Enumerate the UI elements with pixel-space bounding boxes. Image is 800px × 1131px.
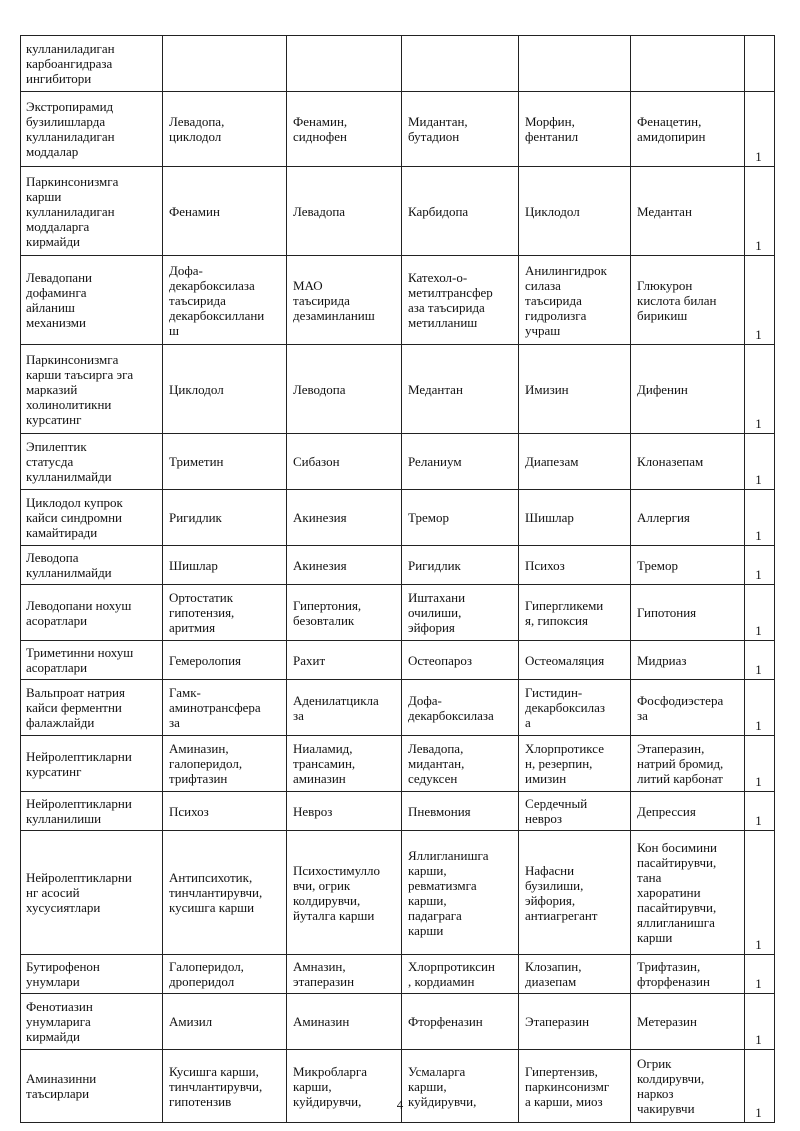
question-cell: Нейролептикларни нг асосий хусусиятлари: [21, 831, 163, 955]
option-a-cell: Триметин: [163, 434, 287, 490]
question-cell: Нейролептикларни кулланилиши: [21, 792, 163, 831]
option-b-cell: Аминазин: [287, 994, 402, 1050]
option-d-cell: Нафасни бузилиши, эйфория, антиагрегант: [519, 831, 631, 955]
table-row: [21, 955, 775, 994]
option-d-cell: Остеомаляция: [519, 641, 631, 680]
option-b-cell: Сибазон: [287, 434, 402, 490]
option-c-cell: Карбидопа: [402, 167, 519, 256]
table-row: [21, 831, 775, 955]
option-e-cell: [631, 36, 745, 92]
table-row: [21, 792, 775, 831]
option-a-cell: [163, 36, 287, 92]
option-a-cell: Гамк- аминотрансфера за: [163, 680, 287, 736]
table-row: [21, 994, 775, 1050]
option-a-cell: Левадопа, циклодол: [163, 92, 287, 167]
table-row: [21, 92, 775, 167]
option-e-cell: Тремор: [631, 546, 745, 585]
score-cell: 1: [745, 546, 775, 585]
option-b-cell: Невроз: [287, 792, 402, 831]
option-e-cell: Депрессия: [631, 792, 745, 831]
option-e-cell: Дифенин: [631, 345, 745, 434]
option-c-cell: Дофа- декарбоксилаза: [402, 680, 519, 736]
question-cell: Левадопани дофаминга айланиш механизми: [21, 256, 163, 345]
score-cell: 1: [745, 831, 775, 955]
option-d-cell: Этаперазин: [519, 994, 631, 1050]
option-b-cell: Леводопа: [287, 345, 402, 434]
option-e-cell: Метеразин: [631, 994, 745, 1050]
question-cell: Вальпроат натрия кайси ферментни фалажлайди: [21, 680, 163, 736]
score-cell: 1: [745, 167, 775, 256]
option-e-cell: Клоназепам: [631, 434, 745, 490]
table-row: [21, 345, 775, 434]
option-d-cell: Хлорпротиксе н, резерпин, имизин: [519, 736, 631, 792]
table-row: [21, 256, 775, 345]
option-e-cell: Кон босимини пасайтирувчи, тана хароратини пасайтирувчи, яллигланишга карши: [631, 831, 745, 955]
table-row: [21, 490, 775, 546]
table-row: [21, 585, 775, 641]
option-a-cell: Антипсихотик, тинчлантирувчи, кусишга карши: [163, 831, 287, 955]
option-b-cell: Фенамин, сиднофен: [287, 92, 402, 167]
question-cell: Леводопа кулланилмайди: [21, 546, 163, 585]
score-cell: 1: [745, 1050, 775, 1123]
option-b-cell: Левадопа: [287, 167, 402, 256]
option-b-cell: Гипертония, безовталик: [287, 585, 402, 641]
option-c-cell: Левадопа, мидантан, седуксен: [402, 736, 519, 792]
question-cell: Циклодол купрок кайси синдромни камайтиради: [21, 490, 163, 546]
option-a-cell: Дофа- декарбоксилаза таъсирида декарбоксиллани ш: [163, 256, 287, 345]
option-e-cell: Трифтазин, фторфеназин: [631, 955, 745, 994]
option-d-cell: Гипертензив, паркинсонизмг а карши, миоз: [519, 1050, 631, 1123]
option-d-cell: Гипергликеми я, гипоксия: [519, 585, 631, 641]
option-d-cell: Циклодол: [519, 167, 631, 256]
option-b-cell: [287, 36, 402, 92]
score-cell: 1: [745, 434, 775, 490]
option-e-cell: Медантан: [631, 167, 745, 256]
option-c-cell: Реланиум: [402, 434, 519, 490]
score-cell: 1: [745, 994, 775, 1050]
score-cell: 1: [745, 490, 775, 546]
score-cell: 1: [745, 345, 775, 434]
option-d-cell: [519, 36, 631, 92]
option-a-cell: Циклодол: [163, 345, 287, 434]
score-cell: 1: [745, 955, 775, 994]
option-b-cell: Рахит: [287, 641, 402, 680]
option-d-cell: Сердечный невроз: [519, 792, 631, 831]
option-b-cell: Акинезия: [287, 546, 402, 585]
option-c-cell: Яллигланишга карши, ревматизмга карши, падаграга карши: [402, 831, 519, 955]
table-row: [21, 546, 775, 585]
score-cell: 1: [745, 680, 775, 736]
option-c-cell: Медантан: [402, 345, 519, 434]
option-c-cell: Мидантан, бутадион: [402, 92, 519, 167]
question-cell: Паркинсонизмга карши таъсирга эга марказий холинолитикни курсатинг: [21, 345, 163, 434]
option-c-cell: Фторфеназин: [402, 994, 519, 1050]
option-d-cell: Психоз: [519, 546, 631, 585]
option-a-cell: Гемеролопия: [163, 641, 287, 680]
question-cell: Фенотиазин унумларига кирмайди: [21, 994, 163, 1050]
option-c-cell: Ригидлик: [402, 546, 519, 585]
option-a-cell: Ригидлик: [163, 490, 287, 546]
option-a-cell: Амизил: [163, 994, 287, 1050]
option-d-cell: Диапезам: [519, 434, 631, 490]
option-b-cell: Амназин, этаперазин: [287, 955, 402, 994]
option-e-cell: Этаперазин, натрий бромид, литий карбонат: [631, 736, 745, 792]
option-a-cell: Ортостатик гипотензия, аритмия: [163, 585, 287, 641]
option-a-cell: Фенамин: [163, 167, 287, 256]
table-row: [21, 641, 775, 680]
table-row: [21, 736, 775, 792]
option-c-cell: Остеопароз: [402, 641, 519, 680]
page-number: 4: [396, 1097, 404, 1112]
option-b-cell: Аденилатцикла за: [287, 680, 402, 736]
question-cell: Триметинни нохуш асоратлари: [21, 641, 163, 680]
score-cell: 1: [745, 736, 775, 792]
question-cell: Паркинсонизмга карши кулланиладиган моддаларга кирмайди: [21, 167, 163, 256]
option-d-cell: Гистидин- декарбоксилаз а: [519, 680, 631, 736]
option-e-cell: Гипотония: [631, 585, 745, 641]
option-e-cell: Глюкурон кислота билан бирикиш: [631, 256, 745, 345]
table-row: [21, 36, 775, 92]
option-e-cell: Мидриаз: [631, 641, 745, 680]
option-c-cell: Усмаларга карши, куйдирувчи,: [402, 1050, 519, 1123]
option-c-cell: [402, 36, 519, 92]
option-a-cell: Аминазин, галоперидол, трифтазин: [163, 736, 287, 792]
option-a-cell: Психоз: [163, 792, 287, 831]
option-b-cell: МАО таъсирида дезаминланиш: [287, 256, 402, 345]
questions-table: [20, 35, 775, 1123]
question-cell: кулланиладиган карбоангидраза ингибитори: [21, 36, 163, 92]
option-d-cell: Морфин, фентанил: [519, 92, 631, 167]
option-d-cell: Клозапин, диазепам: [519, 955, 631, 994]
option-c-cell: Пневмония: [402, 792, 519, 831]
option-b-cell: Микробларга карши, куйдирувчи,: [287, 1050, 402, 1123]
score-cell: 1: [745, 792, 775, 831]
score-cell: [745, 36, 775, 92]
option-c-cell: Тремор: [402, 490, 519, 546]
option-e-cell: Огрик колдирувчи, наркоз чакирувчи: [631, 1050, 745, 1123]
option-a-cell: Галоперидол, дроперидол: [163, 955, 287, 994]
table-row: [21, 167, 775, 256]
option-e-cell: Фенацетин, амидопирин: [631, 92, 745, 167]
option-b-cell: Ниаламид, трансамин, аминазин: [287, 736, 402, 792]
table-row: [21, 434, 775, 490]
question-cell: Бутирофенон унумлари: [21, 955, 163, 994]
question-cell: Экстропирамид бузилишларда кулланиладиган моддалар: [21, 92, 163, 167]
option-d-cell: Анилингидрок силаза таъсирида гидролизга учраш: [519, 256, 631, 345]
question-cell: Нейролептикларни курсатинг: [21, 736, 163, 792]
option-c-cell: Хлорпротиксин , кордиамин: [402, 955, 519, 994]
option-a-cell: Шишлар: [163, 546, 287, 585]
question-cell: Леводопани нохуш асоратлари: [21, 585, 163, 641]
option-b-cell: Психостимулло вчи, огрик колдирувчи, йуталга карши: [287, 831, 402, 955]
table-row: [21, 680, 775, 736]
question-cell: Эпилептик статусда кулланилмайди: [21, 434, 163, 490]
option-e-cell: Фосфодиэстера за: [631, 680, 745, 736]
score-cell: 1: [745, 585, 775, 641]
option-e-cell: Аллергия: [631, 490, 745, 546]
score-cell: 1: [745, 92, 775, 167]
option-d-cell: Шишлар: [519, 490, 631, 546]
score-cell: 1: [745, 256, 775, 345]
option-a-cell: Кусишга карши, тинчлантирувчи, гипотензив: [163, 1050, 287, 1123]
score-cell: 1: [745, 641, 775, 680]
option-d-cell: Имизин: [519, 345, 631, 434]
option-c-cell: Иштахани очилиши, эйфория: [402, 585, 519, 641]
question-cell: Аминазинни таъсирлари: [21, 1050, 163, 1123]
option-c-cell: Катехол-о- метилтрансфер аза таъсирида метилланиш: [402, 256, 519, 345]
option-b-cell: Акинезия: [287, 490, 402, 546]
